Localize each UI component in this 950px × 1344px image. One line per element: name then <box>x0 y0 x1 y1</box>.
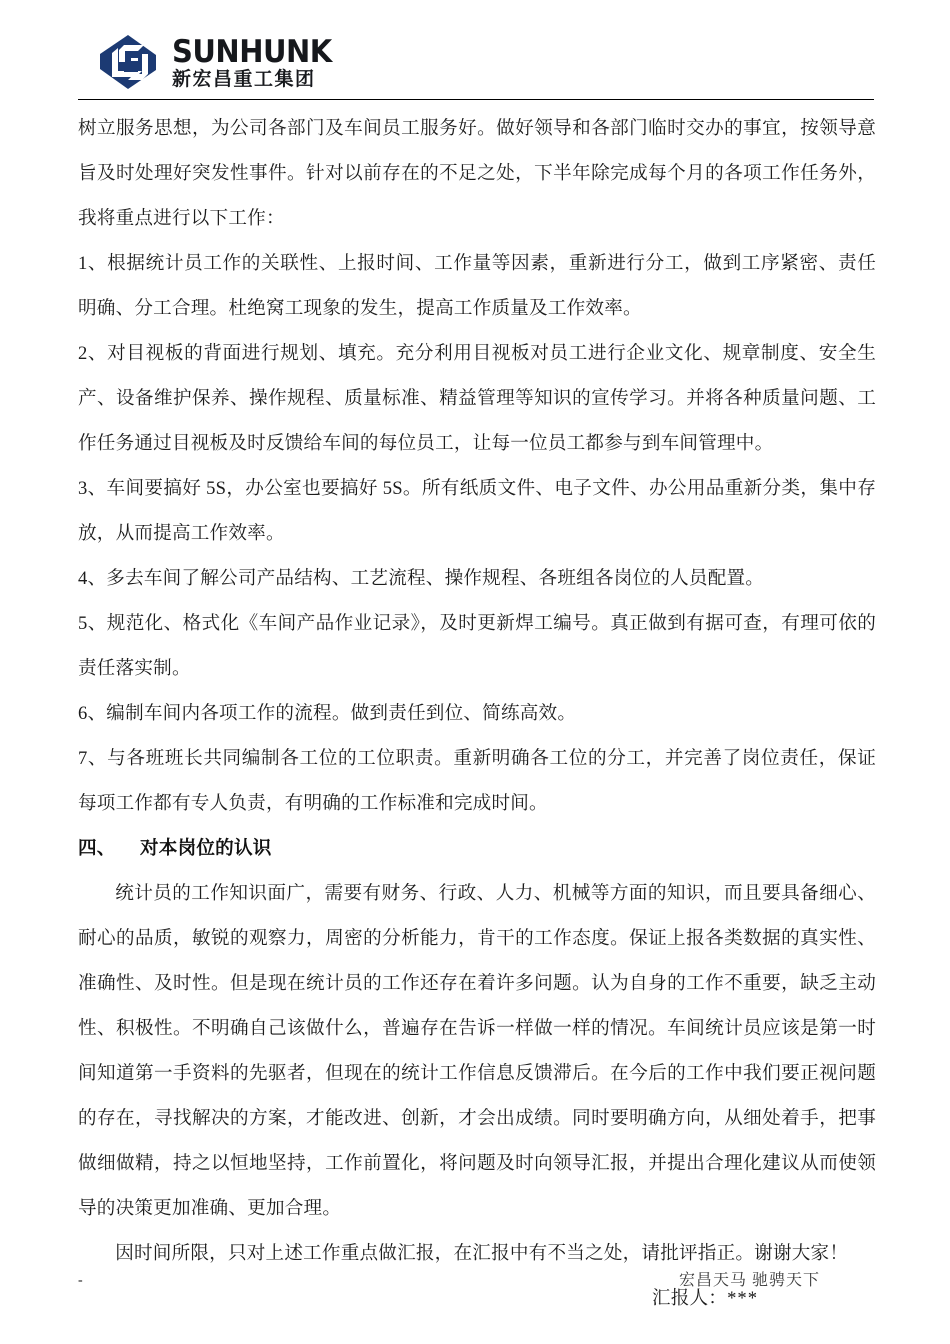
section-heading-number: 四、 <box>78 838 116 859</box>
document-header <box>78 28 874 96</box>
closing-paragraph: 因时间所限，只对上述工作重点做汇报，在汇报中有不当之处，请批评指正。谢谢大家！ <box>115 1243 849 1264</box>
document-footer <box>78 1272 876 1290</box>
company-logo <box>98 34 332 90</box>
header-divider <box>78 99 874 100</box>
footer-slogan: 宏昌天马 驰骋天下 <box>678 1272 820 1289</box>
signature-value: *** <box>727 1288 758 1309</box>
list-item: 7、与各班班长共同编制各工位的工位职责。重新明确各工位的分工，并完善了岗位责任，保证每项工作都有专人负责，有明确的工作标准和完成时间。 <box>78 748 876 814</box>
intro-paragraph: 树立服务思想，为公司各部门及车间员工服务好。做好领导和各部门临时交办的事宜，按领导意旨及时处理好突发性事件。针对以前存在的不足之处，下半年除完成每个月的各项工作任务外，我将重点进行以下工作： <box>78 118 876 229</box>
section-paragraph: 统计员的工作知识面广，需要有财务、行政、人力、机械等方面的知识，而且要具备细心、耐心的品质，敏锐的观察力，周密的分析能力，肯干的工作态度。保证上报各类数据的真实性、准确性、及时性。但是现在统计员的工作还存在着许多问题。认为自身的工作不重要，缺乏主动性、积极性。不明确自己该做什么，普遍存在告诉一样做一样的情况。车间统计员应该是第一时间知道第一手资料的先驱者，但现在的统计工作信息反馈滞后。在今后的工作中我们要正视问题的存在，寻找解决的方案，才能改进、创新，才会出成绩。同时要明确方向，从细处着手，把事做细做精，持之以恒地坚持，工作前置化，将问题及时向领导汇报，并提出合理化建议从而使领导的决策更加准确、更加合理。 <box>78 883 876 1219</box>
document-body <box>78 106 876 1321</box>
section-heading-title: 对本岗位的认识 <box>140 838 272 859</box>
footer-left-mark: - <box>78 1273 83 1288</box>
logo-brand-en: SUNHUNK <box>172 32 332 69</box>
logo-brand-cn: 新宏昌重工集团 <box>172 67 316 90</box>
signature-label: 汇报人： <box>651 1288 728 1309</box>
list-item: 1、根据统计员工作的关联性、上报时间、工作量等因素，重新进行分工，做到工序紧密、责任明确、分工合理。杜绝窝工现象的发生，提高工作质量及工作效率。 <box>78 253 876 319</box>
sunhunk-diamond-logo-icon <box>98 34 160 90</box>
list-item: 2、对目视板的背面进行规划、填充。充分利用目视板对员工进行企业文化、规章制度、安全生产、设备维护保养、操作规程、质量标准、精益管理等知识的宣传学习。并将各种质量问题、工作任务通过目视板及时反馈给车间的每位员工，让每一位员工都参与到车间管理中。 <box>78 343 876 454</box>
list-item: 5、规范化、格式化《车间产品作业记录》，及时更新焊工编号。真正做到有据可查，有理可依的责任落实制。 <box>78 613 876 679</box>
logo-wordmark <box>172 32 332 90</box>
list-item: 4、多去车间了解公司产品结构、工艺流程、操作规程、各班组各岗位的人员配置。 <box>78 568 765 589</box>
list-item: 3、车间要搞好 5S，办公室也要搞好 5S。所有纸质文件、电子文件、办公用品重新分类，集中存放，从而提高工作效率。 <box>78 478 876 544</box>
list-item: 6、编制车间内各项工作的流程。做到责任到位、简练高效。 <box>78 703 577 724</box>
section-heading <box>78 826 876 871</box>
